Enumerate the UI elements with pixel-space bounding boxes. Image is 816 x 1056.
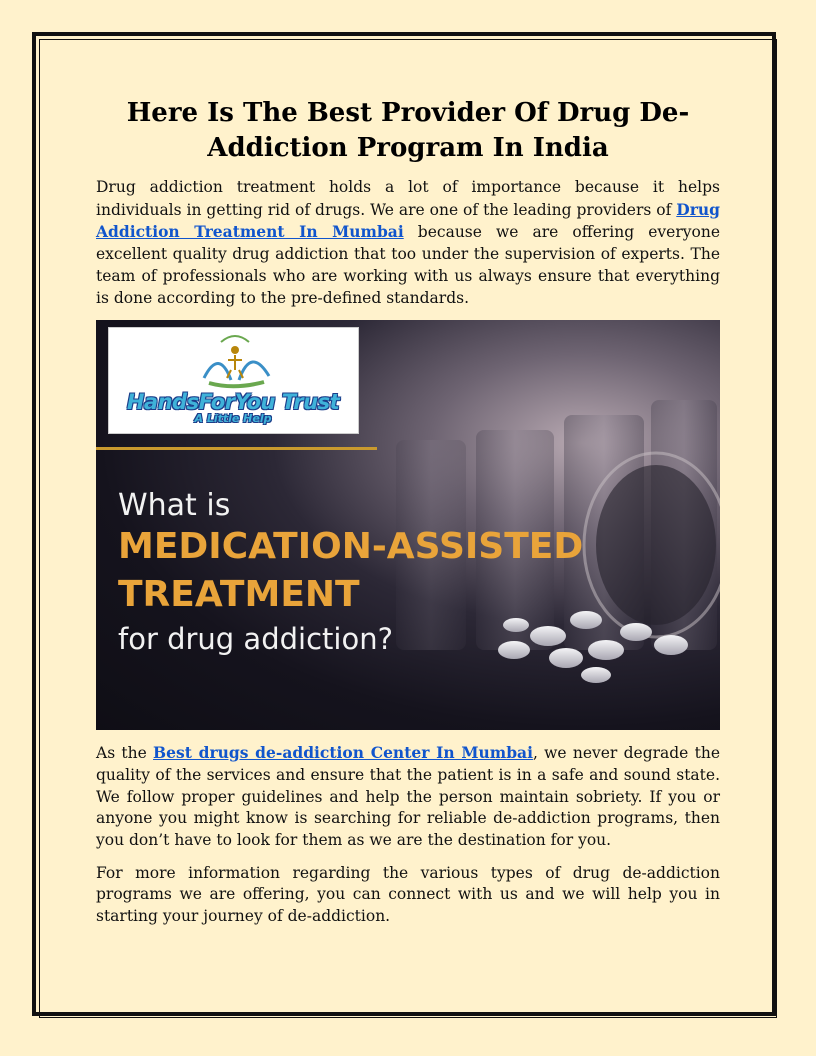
headline-line-4: for drug addiction? bbox=[118, 622, 393, 657]
drug-addiction-treatment-link[interactable]: Drug Addiction Treatment In Mumbai bbox=[96, 199, 720, 242]
medication-assisted-treatment-image bbox=[96, 320, 720, 730]
headline-line-3: TREATMENT bbox=[118, 574, 360, 616]
gold-divider bbox=[96, 447, 377, 450]
best-deaddiction-center-link[interactable]: Best drugs de-addiction Center In Mumbai bbox=[153, 743, 533, 763]
logo-name: HandsForYou Trust bbox=[126, 390, 340, 415]
headline-line-2: MEDICATION-ASSISTED bbox=[118, 526, 584, 568]
headline-line-1: What is bbox=[118, 488, 231, 524]
document-title: Here Is The Best Provider Of Drug De-Addiction Program In India bbox=[126, 98, 690, 163]
intro-paragraph: Drug addiction treatment holds a lot of importance because it helps individuals in getting rid of drugs. We are one of the leading providers of Drug Addiction Treatment In Mumbai because we are offering everyone excellent quality drug addiction that too under the supervision of experts. The team of professionals who are working with us always ensure that everything is done according to the pre-defined standards. bbox=[96, 178, 720, 307]
logo-tagline: A Little Help bbox=[194, 412, 272, 426]
handsforyou-trust-logo bbox=[108, 327, 359, 434]
hands-lotus-icon bbox=[109, 328, 358, 390]
closing-paragraph: For more information regarding the various types of drug de-addiction programs we are offering, you can connect with us and we will help you in starting your journey of de-addiction. bbox=[96, 863, 720, 926]
center-paragraph: As the Best drugs de-addiction Center In Mumbai, we never degrade the quality of the services and ensure that the patient is in a safe and sound state. We follow proper guidelines and help the person maintain sobriety. If you or anyone you might know is searching for reliable de-addiction programs, then you don’t have to look for them as we are the destination for you. bbox=[96, 743, 720, 850]
document-body bbox=[96, 96, 720, 928]
